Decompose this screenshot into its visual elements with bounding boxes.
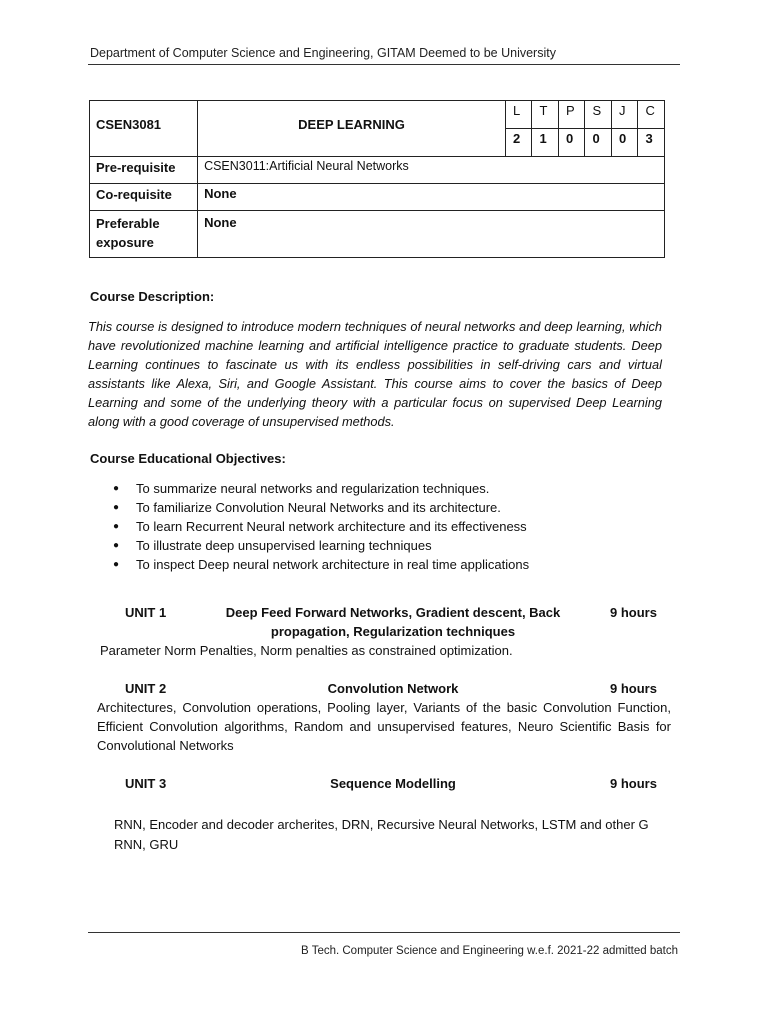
unit-3-content-line2: RNN, GRU (114, 837, 179, 852)
course-description-heading: Course Description: (90, 289, 215, 304)
unit-2-hours: 9 hours (610, 681, 657, 696)
preferable-exposure-value: None (198, 211, 665, 258)
ltp-value-s: 0 (585, 129, 612, 157)
course-title: DEEP LEARNING (198, 101, 506, 157)
ltp-value-t: 1 (532, 129, 559, 157)
ltp-header-s: S (585, 101, 612, 129)
objective-item: ● To illustrate deep unsupervised learning techniques (113, 536, 529, 555)
objective-item: ● To learn Recurrent Neural network architecture and its effectiveness (113, 517, 529, 536)
unit-1-hours: 9 hours (610, 605, 657, 620)
ltp-header-c: C (638, 101, 665, 129)
unit-2-label: UNIT 2 (125, 681, 167, 696)
ltp-value-l: 2 (505, 129, 532, 157)
unit-3-hours: 9 hours (610, 776, 657, 791)
ltp-header-j: J (611, 101, 638, 129)
unit-3-content-line1: RNN, Encoder and decoder archerites, DRN, Recursive Neural Networks, LSTM and other G (114, 817, 649, 832)
unit-1-label: UNIT 1 (125, 605, 167, 620)
course-info-table (89, 100, 665, 258)
preferable-exposure-label (90, 211, 198, 258)
objectives-heading: Course Educational Objectives: (90, 451, 286, 466)
course-code: CSEN3081 (90, 101, 198, 157)
corequisite-value: None (198, 184, 665, 211)
objectives-list (113, 479, 529, 574)
ltp-header-p: P (558, 101, 585, 129)
ltp-header-t: T (532, 101, 559, 129)
page-header: Department of Computer Science and Engineering, GITAM Deemed to be University (90, 46, 556, 60)
ltp-value-p: 0 (558, 129, 585, 157)
prerequisite-value: CSEN3011:Artificial Neural Networks (198, 157, 665, 184)
objective-item: ● To summarize neural networks and regularization techniques. (113, 479, 529, 498)
unit-1-content: Parameter Norm Penalties, Norm penalties as constrained optimization. (100, 643, 513, 658)
unit-2-content: Architectures, Convolution operations, Pooling layer, Variants of the basic Convolution Function, Efficient Convolution algorithms, Random and unsupervised features, Neuro Scientific Basis for Convolutional Networks (97, 700, 671, 753)
page-footer: B Tech. Computer Science and Engineering w.e.f. 2021-22 admitted batch (301, 945, 678, 957)
footer-divider (88, 932, 680, 933)
header-divider (88, 64, 680, 65)
course-description-text: This course is designed to introduce modern techniques of neural networks and deep learning, which have revolutionized machine learning and artificial intelligence practice to graduate students. Deep Learning continues to fascinate us with its endless possibilities in self-driving cars and virtual assistants like Alexa, Siri, and Google Assistant. This course aims to cover the basics of Deep Learning and some of the underlying theory with a particular focus on supervised Deep Learning along with a good coverage of unsupervised methods. (88, 319, 662, 429)
ltp-value-j: 0 (611, 129, 638, 157)
unit-1-title: Deep Feed Forward Networks, Gradient descent, Back propagation, Regularization techniques (225, 605, 561, 639)
ltp-value-c: 3 (638, 129, 665, 157)
objective-item: ● To familiarize Convolution Neural Networks and its architecture. (113, 498, 529, 517)
unit-2-title: Convolution Network (327, 681, 459, 696)
preferable-label-line1: Preferable (96, 216, 160, 231)
unit-3-title: Sequence Modelling (330, 776, 456, 791)
unit-3-label: UNIT 3 (125, 776, 167, 791)
objective-item: ● To inspect Deep neural network architecture in real time applications (113, 555, 529, 574)
prerequisite-label: Pre-requisite (90, 157, 198, 184)
corequisite-label: Co-requisite (90, 184, 198, 211)
preferable-label-line2: exposure (96, 235, 154, 250)
ltp-header-l: L (505, 101, 532, 129)
